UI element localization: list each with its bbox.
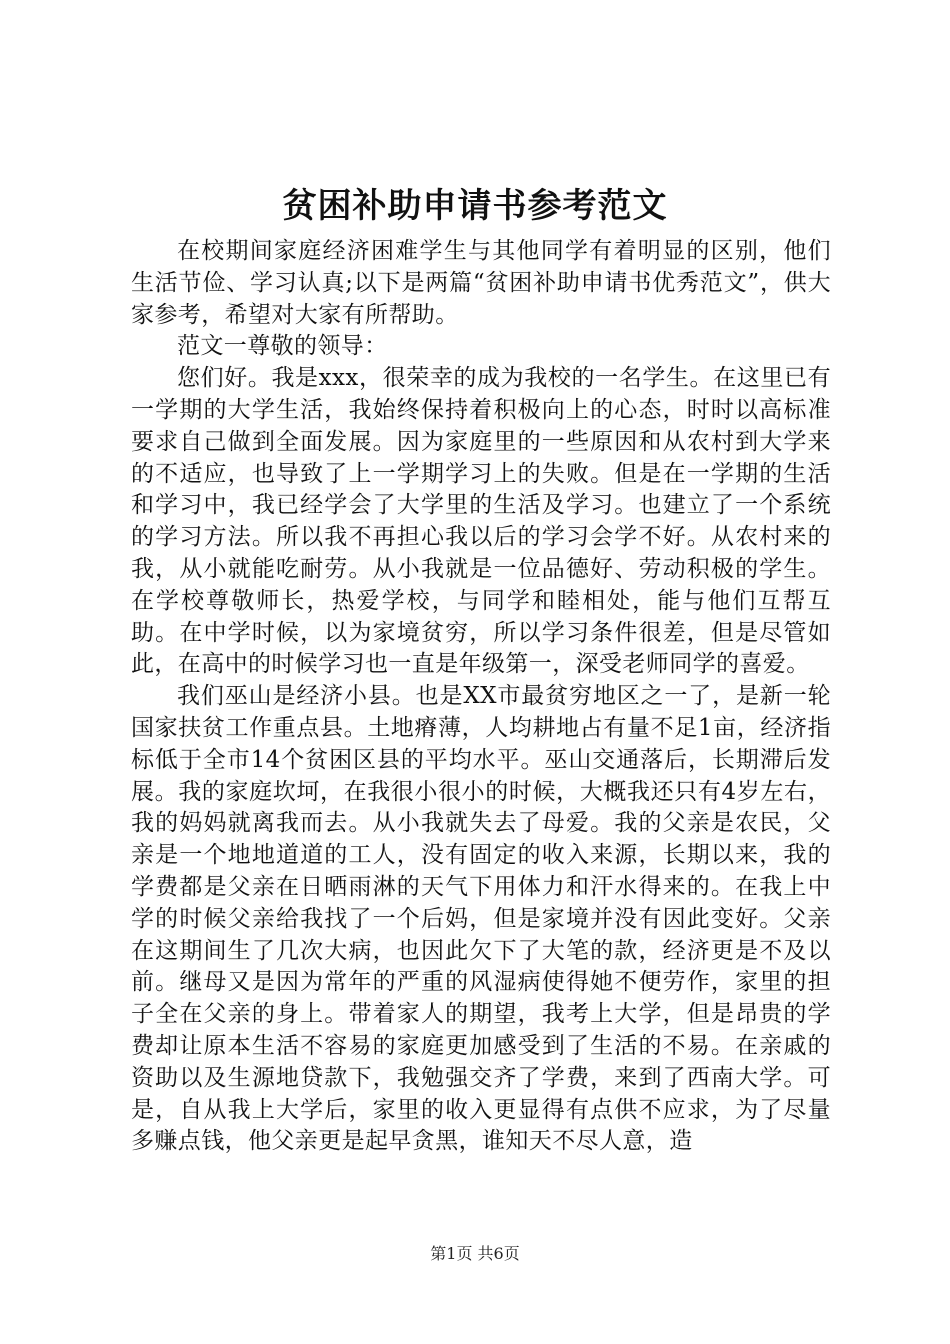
document-body	[131, 236, 831, 1158]
intro-paragraph: 在校期间家庭经济困难学生与其他同学有着明显的区别，他们生活节俭、学习认真;以下是两篇“贫困补助申请书优秀范文”，供大家参考，希望对大家有所帮助。	[131, 238, 831, 328]
document-title: 贫困补助申请书参考范文	[282, 186, 668, 226]
body-paragraph: 我们巫山是经济小县。也是XX市最贫穷地区之一了，是新一轮国家扶贫工作重点县。土地瘠薄，人均耕地占有量不足1亩，经济指标低于全市14个贫困区县的平均水平。巫山交通落后，长期滞后发展。我的家庭坎坷，在我很小很小的时候，大概我还只有4岁左右，我的妈妈就离我而去。从小我就失去了母爱。我的父亲是农民，父亲是一个地地道道的工人，没有固定的收入来源，长期以来，我的学费都是父亲在日晒雨淋的天气下用体力和汗水得来的。在我上中学的时候父亲给我找了一个后妈，但是家境并没有因此变好。父亲在这期间生了几次大病，也因此欠下了大笔的款，经济更是不及以前。继母又是因为常年的严重的风湿病使得她不便劳作，家里的担子全在父亲的身上。带着家人的期望，我考上大学，但是昂贵的学费却让原本生活不容易的家庭更加感受到了生活的不易。在亲戚的资助以及生源地贷款下，我勉强交齐了学费，来到了西南大学。可是，自从我上大学后，家里的收入更显得有点供不应求，为了尽量多赚点钱，他父亲更是起早贪黑，谁知天不尽人意，造	[131, 683, 831, 1155]
body-paragraph: 您们好。我是xxx，很荣幸的成为我校的一名学生。在这里已有一学期的大学生活，我始终保持着积极向上的心态，时时以高标准要求自己做到全面发展。因为家庭里的一些原因和从农村到大学来的不适应，也导致了上一学期学习上的失败。但是在一学期的生活和学习中，我已经学会了大学里的生活及学习。也建立了一个系统的学习方法。所以我不再担心我以后的学习会学不好。从农村来的我，从小就能吃耐劳。从小我就是一位品德好、劳动积极的学生。在学校尊敬师长，热爱学校，与同学和睦相处，能与他们互帮互助。在中学时候，以为家境贫穷，所以学习条件很差，但是尽管如此，在高中的时候学习也一直是年级第一，深受老师同学的喜爱。	[131, 365, 831, 678]
salutation-paragraph: 范文一尊敬的领导：	[177, 333, 388, 360]
page-number-footer: 第1页 共6页	[430, 1244, 520, 1263]
